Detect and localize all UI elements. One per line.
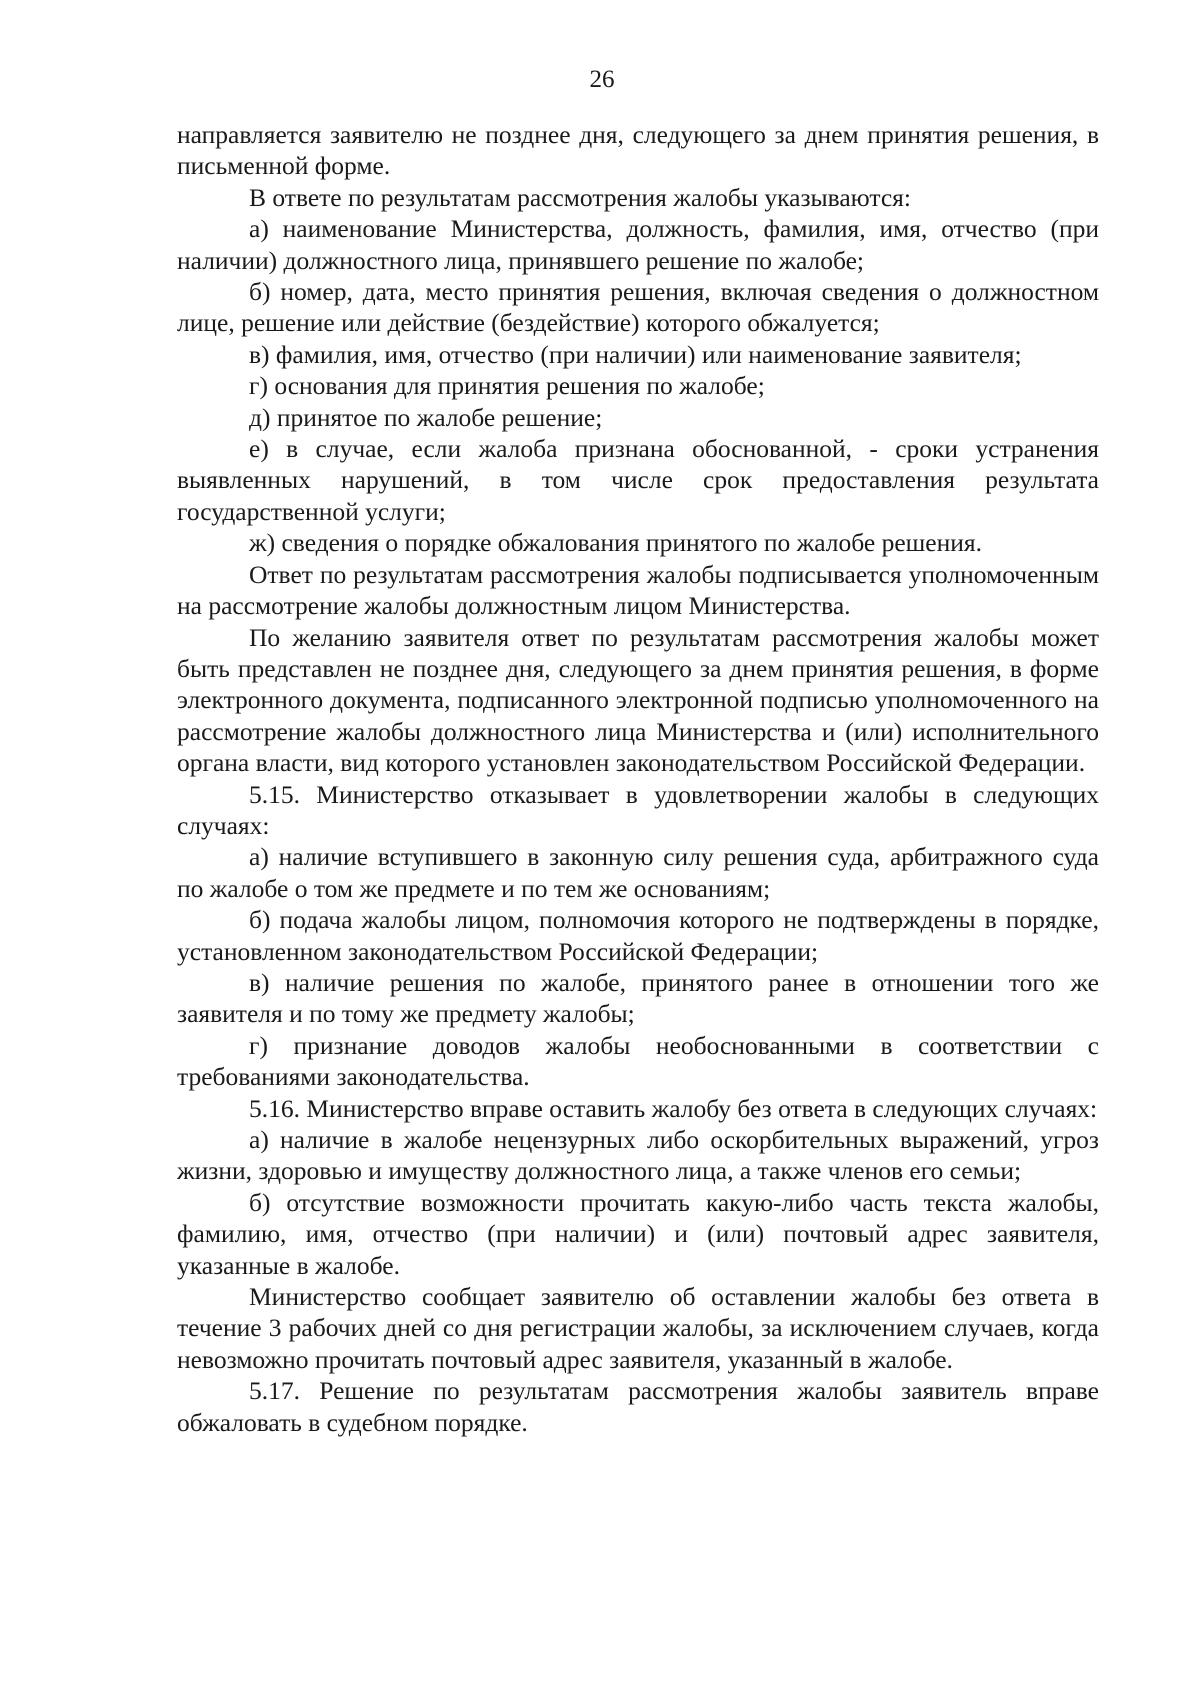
list-item-d: д) принятое по жалобе решение; [249, 402, 603, 432]
paragraph-electronic-response: По желанию заявителя ответ по результатам рассмотрения жалобы может быть представлен не позднее дня, следующего за днем принятия решения, в форме электронного документа, подписанного электронной подписью уполномоченного на рассмотрение жалобы должностного лица Министерства и (или) исполнительного органа власти, вид которого установлен законодательством Российской Федерации. [177, 622, 1099, 778]
section-5-16: 5.16. Министерство вправе оставить жалобу без ответа в следующих случаях: [249, 1093, 1098, 1123]
list-item-zh: ж) сведения о порядке обжалования принятого по жалобе решения. [249, 528, 983, 558]
section-5-17: 5.17. Решение по результатам рассмотрения жалобы заявитель вправе обжаловать в судебном порядке. [177, 1376, 1099, 1437]
paragraph-response-contents-intro: В ответе по результатам рассмотрения жалобы указываются: [249, 182, 911, 212]
list-item-v: в) наличие решения по жалобе, принятого ранее в отношении того же заявителя и по тому же предмету жалобы; [177, 967, 1099, 1029]
page-number: 26 [589, 66, 615, 93]
document-body [177, 119, 1099, 1438]
section-5-15: 5.15. Министерство отказывает в удовлетворении жалобы в следующих случаях: [177, 779, 1099, 840]
list-item-b: б) подача жалобы лицом, полномочия которого не подтверждены в порядке, установленном законодательством Российской Федерации; [177, 905, 1099, 966]
paragraph-response-signature: Ответ по результатам рассмотрения жалобы подписывается уполномоченным на рассмотрение жалобы должностным лицом Министерства. [177, 559, 1099, 621]
list-item-b: б) отсутствие возможности прочитать какую-либо часть текста жалобы, фамилию, имя, отчество (при наличии) и (или) почтовый адрес заявителя, указанные в жалобе. [177, 1187, 1099, 1280]
paragraph-notification: Министерство сообщает заявителю об оставлении жалобы без ответа в течение 3 рабочих дней со дня регистрации жалобы, за исключением случаев, когда невозможно прочитать почтовый адрес заявителя, указанный в жалобе. [177, 1282, 1099, 1374]
list-item-a: а) наличие в жалобе нецензурных либо оскорбительных выражений, угроз жизни, здоровью и имуществу должностного лица, а также членов его семьи; [177, 1125, 1099, 1186]
list-item-e: е) в случае, если жалоба признана обоснованной, - сроки устранения выявленных нарушений, в том числе срок предоставления результата государственной услуги; [177, 434, 1099, 526]
list-item-a: а) наличие вступившего в законную силу решения суда, арбитражного суда по жалобе о том же предмете и по тем же основаниям; [177, 842, 1099, 903]
list-item-g: г) признание доводов жалобы необоснованными в соответствии с требованиями законодательства. [177, 1030, 1099, 1092]
list-item-g: г) основания для принятия решения по жалобе; [249, 371, 765, 401]
list-item-a: а) наименование Министерства, должность, фамилия, имя, отчество (при наличии) должностного лица, принявшего решение по жалобе; [177, 214, 1099, 275]
list-item-b: б) номер, дата, место принятия решения, включая сведения о должностном лице, решение или действие (бездействие) которого обжалуется; [177, 277, 1099, 338]
list-item-v: в) фамилия, имя, отчество (при наличии) или наименование заявителя; [249, 339, 1022, 369]
paragraph-continuation: направляется заявителю не позднее дня, следующего за днем принятия решения, в письменной форме. [177, 120, 1099, 181]
